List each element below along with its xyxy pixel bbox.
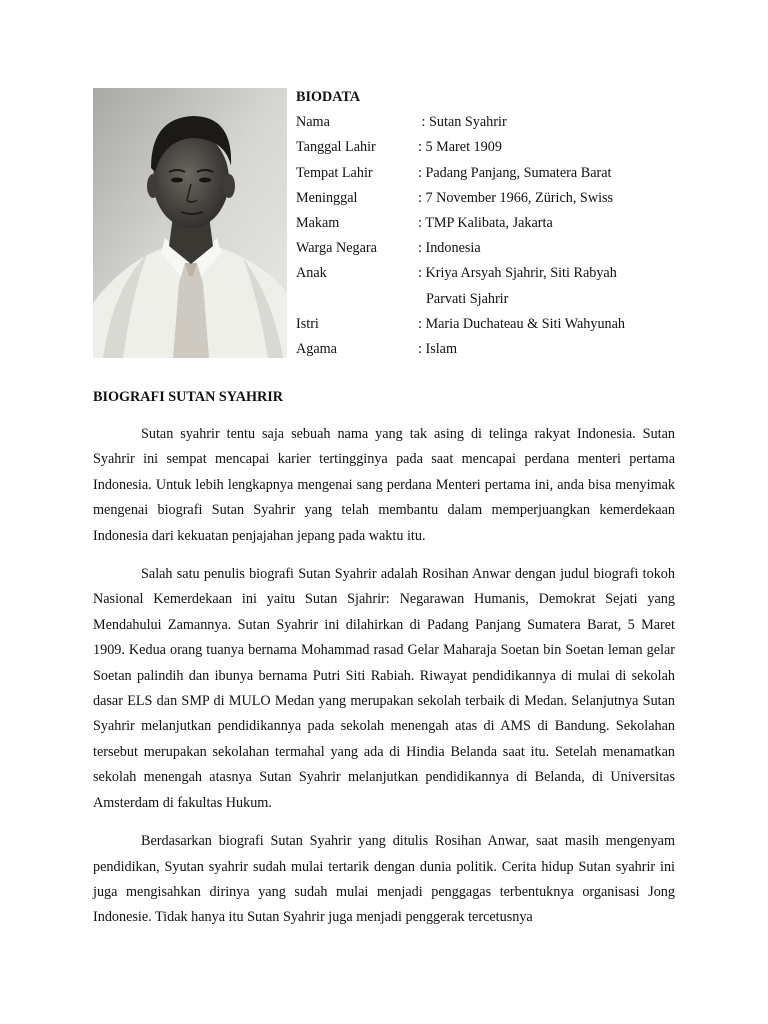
- portrait-illustration: [93, 88, 287, 358]
- paragraph: Salah satu penulis biografi Sutan Syahrir adalah Rosihan Anwar dengan judul biografi tokoh Nasional Kemerdekaan ini yaitu Sutan Sjahrir: Negarawan Humanis, Demokrat Sejati yang Mendahului Zamannya. Sutan Syahrir ini dilahirkan di Padang Panjang Sumatera Barat, 5 Maret 1909. Kedua orang tuanya bernama Mohammad rasad Gelar Maharaja Soetan bin Soetan leman gelar Soetan palindih dan ibunya bernama Putri Siti Rabiah. Riwayat pendidikannya di mulai di sekolah dasar ELS dan SMP di MULO Medan yang merupakan sekolah terbaik di Medan. Selanjutnya Sutan Syahrir melanjutkan pendidikannya pada sekolah menengah atas di AMS di Bandung. Sekolahan tersebut merupakan sekolahan termahal yang ada di Hindia Belanda saat itu. Setelah menamatkan sekolah menengah atasnya Sutan Syahrir melanjutkan pendidikannya di Belanda, di Universitas Amsterdam di fakultas Hukum.: [93, 566, 675, 811]
- biodata-title: BIODATA: [296, 89, 361, 105]
- biodata-row-tanggal-lahir: [296, 135, 696, 160]
- biodata-section: [296, 85, 696, 362]
- biodata-value: : Padang Panjang, Sumatera Barat: [418, 164, 612, 181]
- biodata-label: Istri: [296, 315, 319, 332]
- biodata-row-istri: [296, 312, 696, 337]
- biodata-value: : 5 Maret 1909: [418, 139, 502, 156]
- paragraph: Berdasarkan biografi Sutan Syahrir yang ditulis Rosihan Anwar, saat masih mengenyam pendidikan, Syutan syahrir sudah mulai tertarik dengan dunia politik. Cerita hidup Sutan syahrir ini juga mengisahkan dirinya yang sudah mulai menjadi penggagas terbentuknya organisasi Jong Indonesie. Tidak hanya itu Sutan Syahrir juga menjadi penggerak tercetusnya: [93, 833, 675, 926]
- biodata-value: : TMP Kalibata, Jakarta: [418, 215, 553, 232]
- biodata-value: : Sutan Syahrir: [418, 114, 507, 131]
- biodata-row-tempat-lahir: [296, 161, 696, 186]
- biodata-row-meninggal: [296, 186, 696, 211]
- section-title: BIOGRAFI SUTAN SYAHRIR: [93, 389, 283, 405]
- biodata-label: Makam: [296, 215, 340, 232]
- biodata-value: : Islam: [418, 341, 458, 358]
- biodata-row-warga-negara: [296, 236, 696, 261]
- biodata-label: Anak: [296, 265, 327, 282]
- biodata-value: : 7 November 1966, Zürich, Swiss: [418, 189, 614, 206]
- biodata-label: Tempat Lahir: [296, 164, 373, 181]
- biodata-label: Warga Negara: [296, 240, 377, 257]
- biodata-label: Agama: [296, 341, 337, 358]
- biodata-row-nama: [296, 110, 696, 135]
- biodata-anak-continuation: Parvati Sjahrir: [426, 290, 509, 307]
- biodata-label: Nama: [296, 114, 330, 131]
- biodata-row-anak: [296, 261, 696, 286]
- biodata-label: Meninggal: [296, 189, 358, 206]
- biography-body: [93, 422, 675, 944]
- biodata-value: : Kriya Arsyah Sjahrir, Siti Rabyah: [418, 265, 617, 282]
- portrait-photo: [93, 88, 287, 358]
- paragraph: Sutan syahrir tentu saja sebuah nama yang tak asing di telinga rakyat Indonesia. Sutan Syahrir ini sempat mencapai karier tertingginya pada saat mencapai perdana menteri pertama Indonesia. Untuk lebih lengkapnya mengenai sang perdana Menteri pertama ini, anda bisa menyimak mengenai biografi Sutan Syahrir yang telah membantu dalam memperjuangkan kemerdekaan Indonesia dari kekuatan penjajahan jepang pada waktu itu.: [93, 426, 675, 544]
- biodata-row-makam: [296, 211, 696, 236]
- biodata-row-agama: [296, 337, 696, 362]
- biodata-value: : Maria Duchateau & Siti Wahyunah: [418, 315, 626, 332]
- biodata-value: : Indonesia: [418, 240, 481, 257]
- biodata-label: Tanggal Lahir: [296, 139, 376, 156]
